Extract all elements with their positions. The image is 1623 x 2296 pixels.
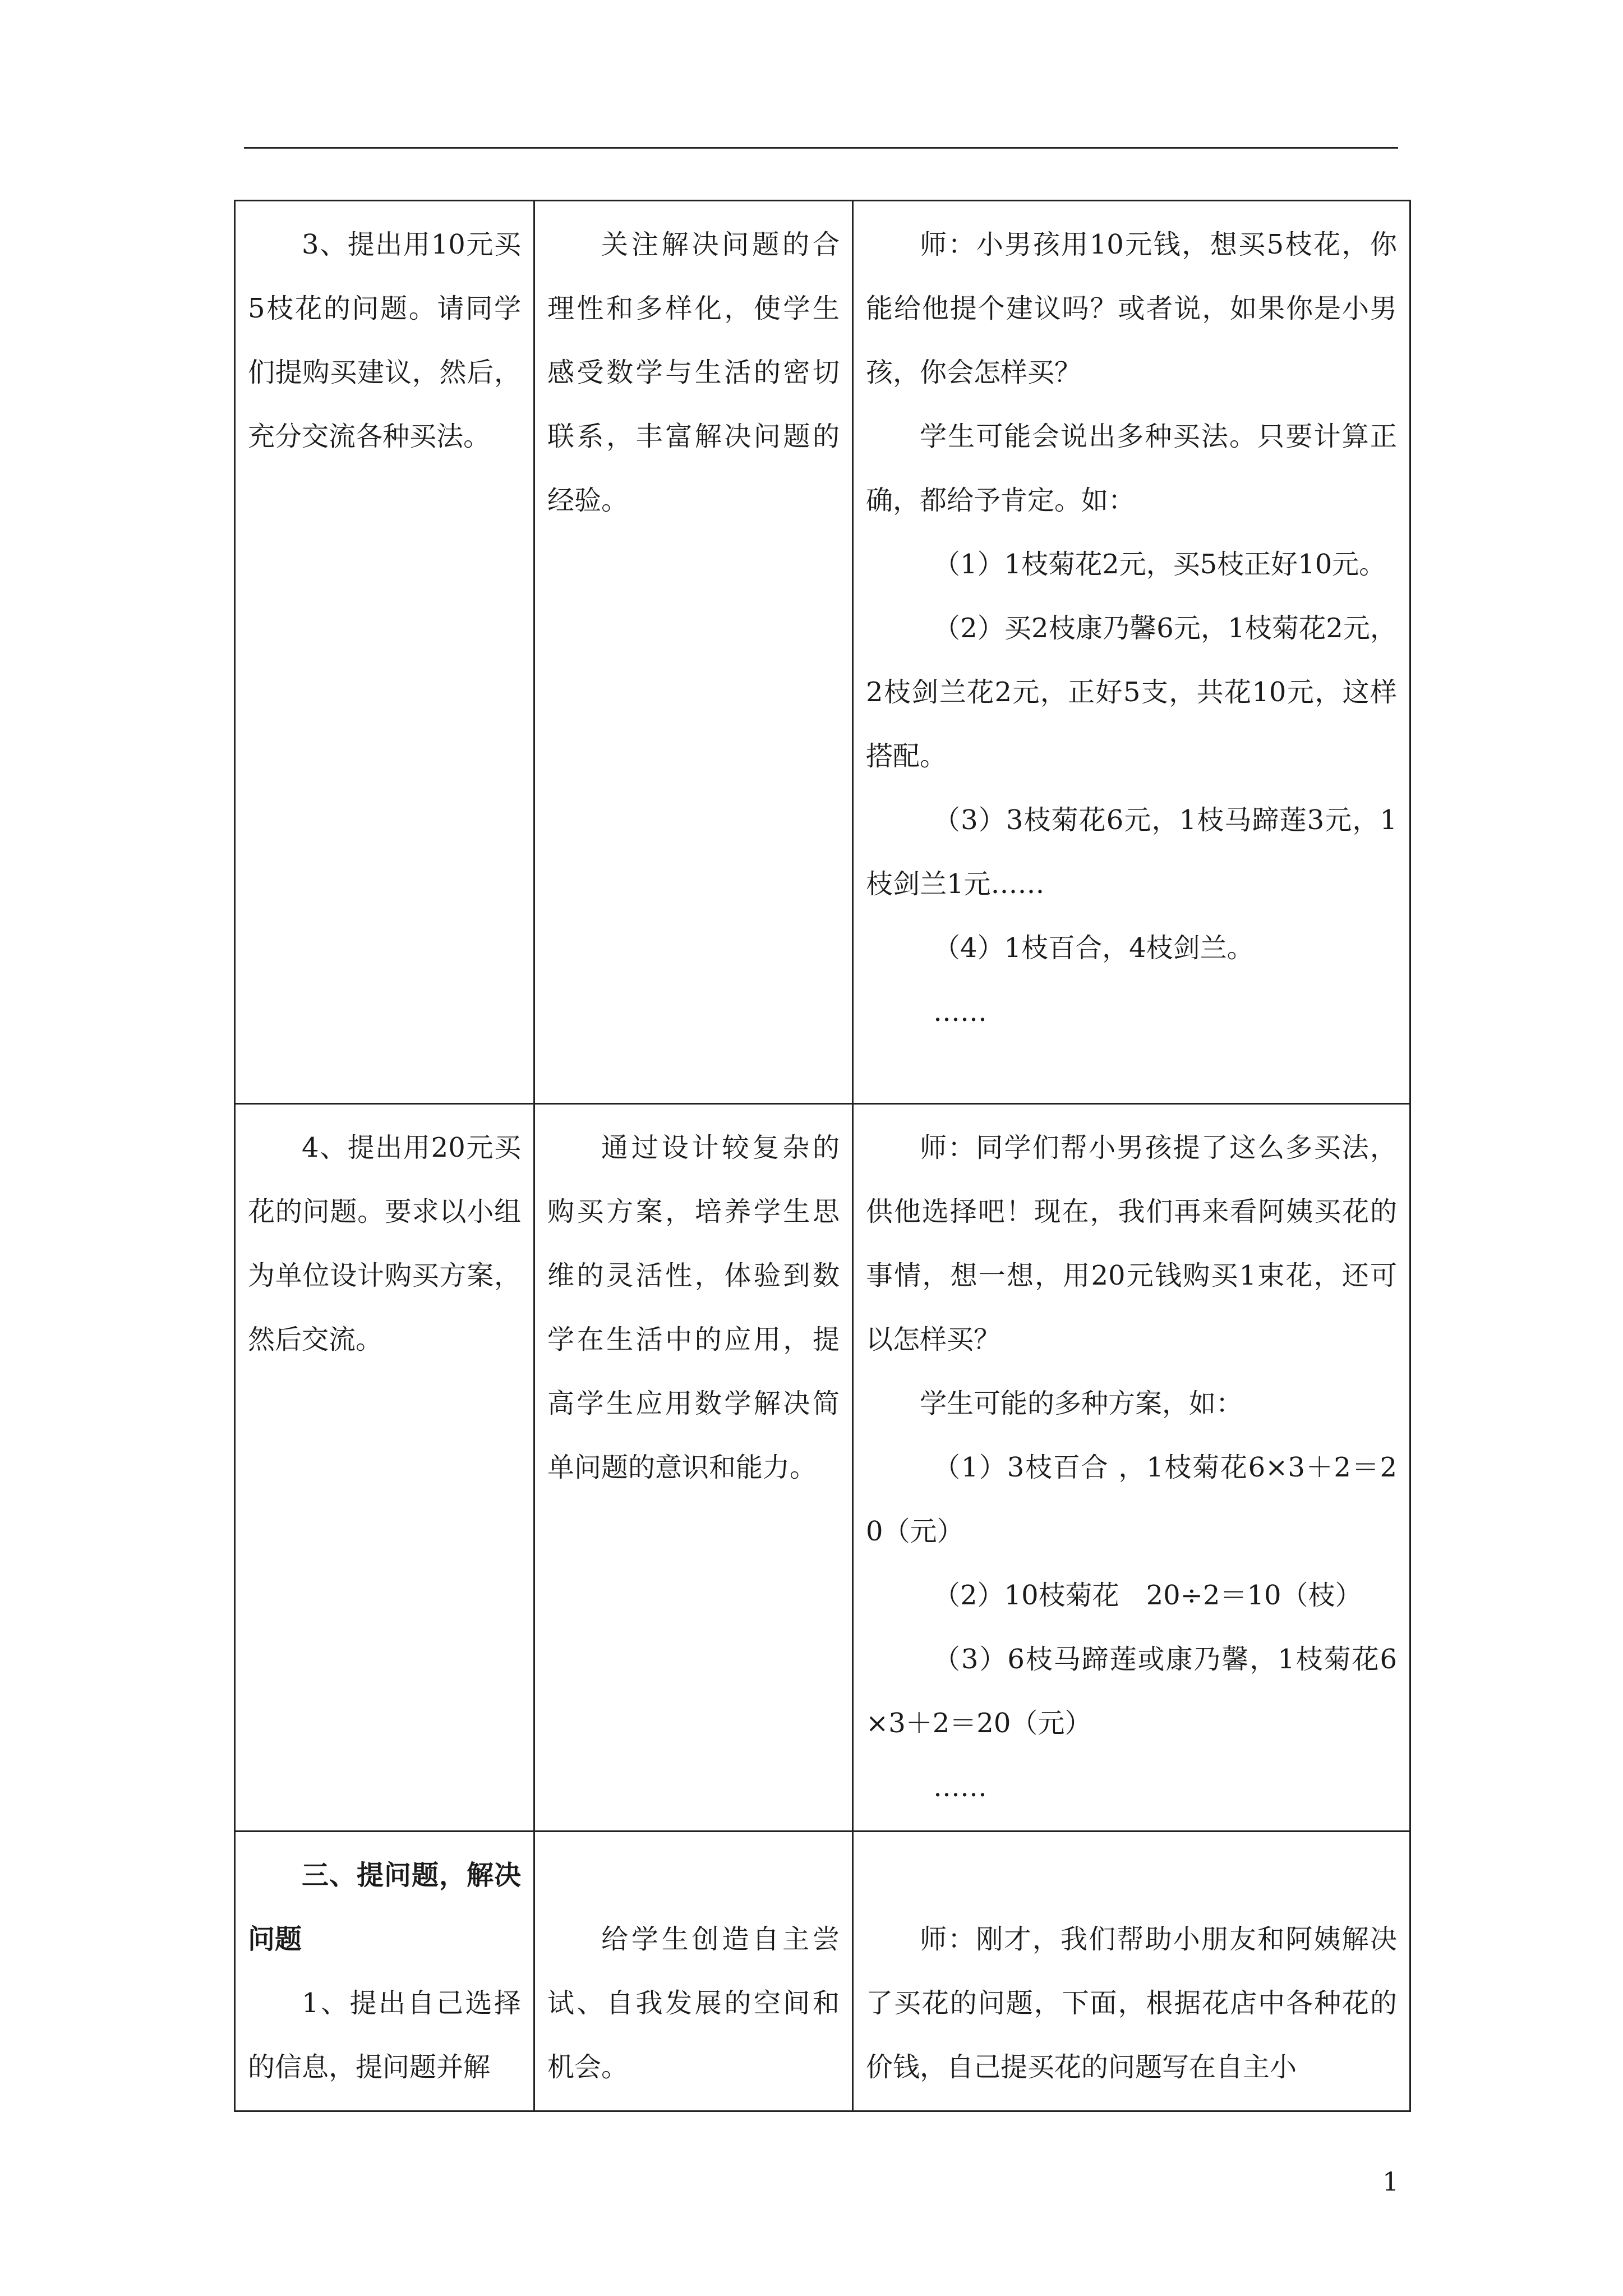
process-paragraph: （1）1枝菊花2元，买5枝正好10元。	[933, 549, 1386, 580]
process-paragraph: 学生可能会说出多种买法。只要计算正确，都给予肯定。如：	[866, 421, 1397, 516]
process-paragraph: （3）6枝马蹄莲或康乃馨，1枝菊花6×3＋2＝20（元）	[866, 1644, 1397, 1739]
process-paragraph: ……	[933, 996, 987, 1028]
process-paragraph: （2）10枝菊花 20÷2＝10（枝）	[933, 1580, 1362, 1611]
activity-text: 1、提出自己选择的信息，提问题并解	[248, 1987, 521, 2083]
intent-cell	[534, 1104, 853, 1832]
lesson-plan-table	[234, 200, 1411, 2112]
intent-text: 通过设计较复杂的购买方案，培养学生思维的灵活性，体验到数学在生活中的应用，提高学生应用数学解决简单问题的意识和能力。	[547, 1132, 840, 1483]
process-paragraph: ……	[933, 1772, 987, 1803]
activity-text: 3、提出用10元买5枝花的问题。请同学们提购买建议，然后，充分交流各种买法。	[248, 229, 521, 452]
spacer	[866, 1843, 1397, 1907]
activity-cell	[235, 1832, 534, 2111]
table-row	[235, 1832, 1410, 2111]
process-paragraph: （2）买2枝康乃馨6元，1枝菊花2元，2枝剑兰花2元，正好5支，共花10元，这样搭配。	[866, 613, 1397, 772]
process-paragraph: 师：同学们帮小男孩提了这么多买法，供他选择吧！现在，我们再来看阿姨买花的事情，想一想，用20元钱购买1束花，还可以怎样买？	[866, 1132, 1397, 1355]
activity-cell	[235, 201, 534, 1104]
process-cell	[853, 1104, 1410, 1832]
process-paragraph: 师：刚才，我们帮助小朋友和阿姨解决了买花的问题，下面，根据花店中各种花的价钱，自己提买花的问题写在自主小	[866, 1924, 1397, 2083]
intent-text: 给学生创造自主尝试、自我发展的空间和机会。	[547, 1924, 840, 2083]
intent-cell	[534, 201, 853, 1104]
page-number: 1	[1382, 2166, 1399, 2197]
spacer	[547, 1843, 840, 1907]
table-row	[235, 1104, 1410, 1832]
process-paragraph: 师：小男孩用10元钱，想买5枝花，你能给他提个建议吗？或者说，如果你是小男孩，你会怎样买？	[866, 229, 1397, 388]
table-row	[235, 201, 1410, 1104]
process-paragraph: （3）3枝菊花6元，1枝马蹄莲3元，1枝剑兰1元……	[866, 804, 1397, 900]
intent-text: 关注解决问题的合理性和多样化，使学生感受数学与生活的密切联系，丰富解决问题的经验。	[547, 229, 840, 516]
process-paragraph: （1）3枝百合 ，1枝菊花6×3＋2＝20（元）	[866, 1452, 1397, 1547]
intent-cell	[534, 1832, 853, 2111]
section-heading: 三、提问题，解决问题	[248, 1860, 521, 1955]
activity-text: 4、提出用20元买花的问题。要求以小组为单位设计购买方案，然后交流。	[248, 1132, 521, 1355]
process-cell	[853, 201, 1410, 1104]
process-paragraph: 学生可能的多种方案，如：	[920, 1388, 1243, 1419]
process-paragraph: （4）1枝百合，4枝剑兰。	[933, 932, 1254, 964]
process-cell	[853, 1832, 1410, 2111]
activity-cell	[235, 1104, 534, 1832]
header-rule	[244, 147, 1398, 149]
